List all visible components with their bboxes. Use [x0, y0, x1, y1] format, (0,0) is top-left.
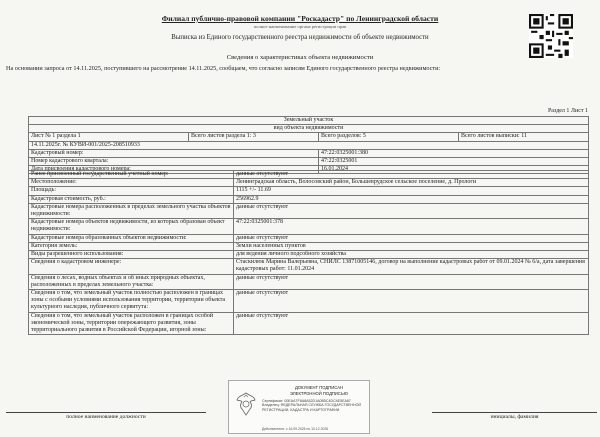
- row-value: 1115 +/- 11.69: [234, 187, 589, 195]
- row-label: Ранее присвоенный государственный учетный номер:: [29, 171, 234, 179]
- row-value: для ведения личного подсобного хозяйства: [234, 251, 589, 259]
- row-label: Сведения о том, что земельный участок расположен в границах особой экономической зоны, территории опережающего развития, зоны территориального развития в Российской Федерации, игорной зоны:: [29, 312, 234, 335]
- row-value: 16.01.2024: [319, 166, 589, 174]
- qr-code-icon: [529, 14, 573, 58]
- row-label: Кадастровые номера образованных объектов недвижимости:: [29, 234, 234, 242]
- table-row: [29, 242, 589, 250]
- row-label: Кадастровые номера объектов недвижимости, из которых образован объект недвижимости:: [29, 219, 234, 234]
- sheet-info: Раздел 1 Лист 1: [547, 108, 588, 114]
- electronic-signature-stamp: [228, 380, 370, 434]
- stamp-validity: Действителен: с 16.09.2025 по 10.12.2026: [262, 427, 329, 431]
- coat-of-arms-icon: [235, 391, 257, 417]
- stamp-line-1: ДОКУМЕНТ ПОДПИСАН: [294, 385, 344, 390]
- row-value: данные отсутствуют: [234, 203, 589, 218]
- characteristics-table: [28, 170, 589, 335]
- row-label: Сведения о лесах, водных объектах и об иных природных объектах, расположенных в пределах земельного участка:: [29, 274, 234, 289]
- object-header-table: [28, 116, 589, 174]
- row-value: данные отсутствуют: [234, 234, 589, 242]
- table-row: [29, 312, 589, 335]
- sheets-total: Всего листов раздела 1: 3: [189, 133, 319, 141]
- row-value: 256962.9: [234, 195, 589, 203]
- table-row: [29, 158, 589, 166]
- row-value: данные отсутствуют: [234, 312, 589, 335]
- row-label: Сведения о том, что земельный участок полностью расположен в границах зоны с особыми условиями использования территории, территории объекта культурного наследия, публичного сервитута:: [29, 290, 234, 313]
- row-value: данные отсутствуют: [234, 274, 589, 289]
- table-row: [29, 274, 589, 289]
- sheet-number: Лист № 1 раздела 1: [29, 133, 189, 141]
- row-label: Кадастровые номера расположенных в пределах земельного участка объектов недвижимости:: [29, 203, 234, 218]
- table-row: [29, 171, 589, 179]
- table-row: [29, 203, 589, 218]
- table-row: [29, 179, 589, 187]
- organization-caption: полное наименование органа регистрации прав: [253, 24, 347, 29]
- name-caption: инициалы, фамилия: [432, 412, 597, 420]
- row-label: Категория земель:: [29, 242, 234, 250]
- table-row: [29, 234, 589, 242]
- row-value: 47:22:0325001:380: [319, 149, 589, 157]
- row-value: Стаскилюк Марина Валерьевна, СНИЛС 13871005146, договор на выполнение кадастровых работ от 09.01.2024 № 6/а, дата завершения кадастровых работ: 11.01.2024: [234, 259, 589, 274]
- table-row: [29, 187, 589, 195]
- row-label: Виды разрешенного использования:: [29, 251, 234, 259]
- table-row: [29, 149, 589, 157]
- table-row: [29, 195, 589, 203]
- object-type: Земельный участок: [29, 117, 589, 125]
- basis-text: На основании запроса от 14.11.2025, поступившего на рассмотрение 14.11.2025, сообщаем, что согласно записям Единого государственного реестра недвижимости:: [6, 65, 441, 72]
- sections-total: Всего разделов: 5: [319, 133, 459, 141]
- row-label: Номер кадастрового квартала:: [29, 158, 319, 166]
- info-title: Сведения о характеристиках объекта недвижимости: [226, 54, 374, 61]
- row-label: Площадь:: [29, 187, 234, 195]
- object-type-caption: вид объекта недвижимости: [29, 125, 589, 133]
- row-label: Сведения о кадастровом инженере:: [29, 259, 234, 274]
- table-row: [29, 219, 589, 234]
- row-label: Кадастровый номер:: [29, 149, 319, 157]
- row-value: данные отсутствуют: [234, 171, 589, 179]
- row-value: 47:22:0325001: [319, 158, 589, 166]
- stamp-details: Сертификат: 00EAA7F8A8A52D1A0B5C4DC4E5EA87 Владелец: ФЕДЕРАЛЬНАЯ СЛУЖБА ГОСУДАРСТВЕННОЙ РЕГИСТРАЦИИ, КАДАСТРА И КАРТОГРАФИИ: [262, 399, 361, 412]
- table-row: [29, 259, 589, 274]
- table-row: [29, 290, 589, 313]
- table-row: [29, 251, 589, 259]
- document-title: Выписка из Единого государственного реестра недвижимости об объекте недвижимости: [171, 34, 429, 41]
- row-label: Дата присвоения кадастрового номера:: [29, 166, 319, 174]
- row-value: данные отсутствуют: [234, 290, 589, 313]
- row-label: Кадастровая стоимость, руб.:: [29, 195, 234, 203]
- row-value: 47:22:0325001:378: [234, 219, 589, 234]
- extract-sheets-total: Всего листов выписки: 11: [459, 133, 589, 141]
- row-value: Земли населенных пунктов: [234, 242, 589, 250]
- row-value: Ленинградская область, Волосовский район, Большеврудское сельское поселение, д. Прологи: [234, 179, 589, 187]
- organization-name: Филиал публично-правовой компании "Роскадастр" по Ленинградской области: [161, 14, 439, 23]
- stamp-line-2: ЭЛЕКТРОННОЙ ПОДПИСЬЮ: [290, 391, 348, 396]
- extract-date-number: 14.11.2025г. № КУВИ-001/2025-208510933: [29, 141, 589, 149]
- row-label: Местоположение:: [29, 179, 234, 187]
- position-caption: полное наименование должности: [6, 412, 206, 420]
